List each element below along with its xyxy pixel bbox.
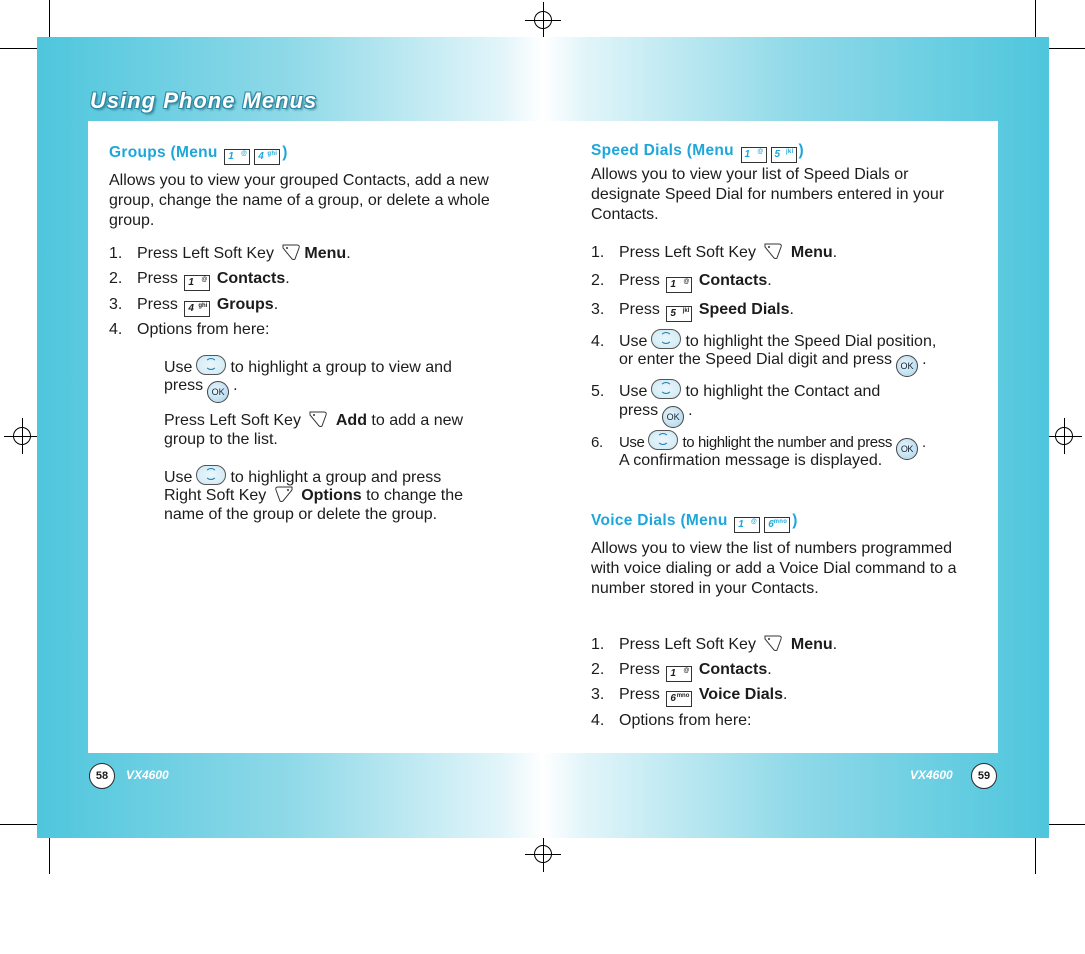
- number-key-icon: 1 @: [666, 666, 692, 682]
- voice-dials-title: Voice Dials (Menu 1 @ 6 mno ): [591, 511, 798, 533]
- ok-key-icon: OK: [896, 355, 918, 377]
- option-text: Right Soft Key Options to change the: [164, 487, 464, 504]
- nav-key-icon: [196, 465, 226, 485]
- list-item: 2. Press 1 @ Contacts.: [591, 660, 772, 682]
- number-key-icon: 4 ghi: [254, 149, 280, 165]
- option-text: Use to highlight a group to view and: [164, 355, 452, 378]
- left-soft-key-icon: [308, 410, 328, 428]
- list-item-continued: press OK .: [619, 401, 693, 428]
- number-key-icon: 1 @: [666, 277, 692, 293]
- number-key-icon: 5 jkl: [666, 306, 692, 322]
- list-item-continued: or enter the Speed Dial digit and press OK .: [619, 350, 927, 377]
- crop-mark: [49, 0, 50, 37]
- crop-mark: [1049, 824, 1085, 825]
- option-text: press OK .: [164, 376, 238, 403]
- option-text: Press Left Soft Key Add to add a new: [164, 412, 464, 429]
- speed-dials-intro: Allows you to view your list of Speed Dials or designate Speed Dial for numbers entered in your Contacts.: [591, 166, 945, 223]
- page-title: Using Phone Menus: [90, 88, 318, 113]
- list-item: 2. Press 1 @ Contacts.: [109, 269, 290, 291]
- crop-mark: [49, 838, 50, 874]
- registration-mark-icon: [1046, 418, 1082, 454]
- crop-mark: [1035, 0, 1036, 37]
- nav-key-icon: [196, 355, 226, 375]
- number-key-icon: 6 mno: [666, 691, 692, 707]
- list-item: 3. Press 4 ghi Groups.: [109, 295, 278, 317]
- crop-mark: [1035, 838, 1036, 874]
- voice-dials-intro: Allows you to view the list of numbers programmed with voice dialing or add a Voice Dial command to a number stored in your Contacts.: [591, 540, 957, 597]
- nav-key-icon: [648, 430, 678, 450]
- list-item: 2. Press 1 @ Contacts.: [591, 271, 772, 293]
- list-item: 3. Press 5 jkl Speed Dials.: [591, 300, 794, 322]
- groups-intro: Allows you to view your grouped Contacts, add a new group, change the name of a group, or delete a whole group.: [109, 172, 490, 229]
- page-number-right: 59: [971, 763, 997, 789]
- footer-model-left: VX4600: [126, 768, 169, 782]
- list-item: 3. Press 6 mno Voice Dials.: [591, 685, 787, 707]
- number-key-icon: 1 @: [184, 275, 210, 291]
- list-item: 1. Press Left Soft Key Menu.: [591, 636, 838, 653]
- number-key-icon: 4 ghi: [184, 301, 210, 317]
- list-item: 4. Use to highlight the Speed Dial position,: [591, 329, 936, 352]
- groups-title: Groups (Menu 1 @ 4 ghi ): [109, 143, 288, 165]
- number-key-icon: 6 mno: [764, 517, 790, 533]
- registration-mark-icon: [525, 2, 561, 38]
- crop-mark: [0, 824, 37, 825]
- left-soft-key-icon: [763, 242, 783, 260]
- registration-mark-icon: [4, 418, 40, 454]
- ok-key-icon: OK: [662, 406, 684, 428]
- crop-mark: [0, 48, 37, 49]
- list-item-continued: A confirmation message is displayed.: [619, 452, 883, 469]
- left-soft-key-icon: [281, 243, 301, 261]
- left-soft-key-icon: [763, 634, 783, 652]
- ok-key-icon: OK: [207, 381, 229, 403]
- list-item: 5. Use to highlight the Contact and: [591, 379, 880, 402]
- number-key-icon: 5 jkl: [771, 147, 797, 163]
- crop-mark: [1049, 48, 1085, 49]
- nav-key-icon: [651, 379, 681, 399]
- number-key-icon: 1 @: [734, 517, 760, 533]
- nav-key-icon: [651, 329, 681, 349]
- list-item: 1. Press Left Soft Key Menu.: [109, 245, 351, 262]
- number-key-icon: 1 @: [224, 149, 250, 165]
- number-key-icon: 1 @: [741, 147, 767, 163]
- speed-dials-title: Speed Dials (Menu 1 @ 5 jkl ): [591, 141, 804, 163]
- page-number-left: 58: [89, 763, 115, 789]
- right-soft-key-icon: [274, 485, 294, 503]
- list-item: 4. Options from here:: [591, 712, 752, 729]
- list-item: 1. Press Left Soft Key Menu.: [591, 244, 838, 261]
- option-text: Use to highlight a group and press: [164, 465, 441, 488]
- list-item: 6. Use to highlight the number and press OK .: [591, 430, 926, 460]
- ok-key-icon: OK: [896, 438, 918, 460]
- option-text: name of the group or delete the group.: [164, 506, 438, 523]
- registration-mark-icon: [525, 836, 561, 872]
- footer-model-right: VX4600: [910, 768, 953, 782]
- list-item: 4. Options from here:: [109, 321, 270, 338]
- option-text: group to the list.: [164, 431, 278, 448]
